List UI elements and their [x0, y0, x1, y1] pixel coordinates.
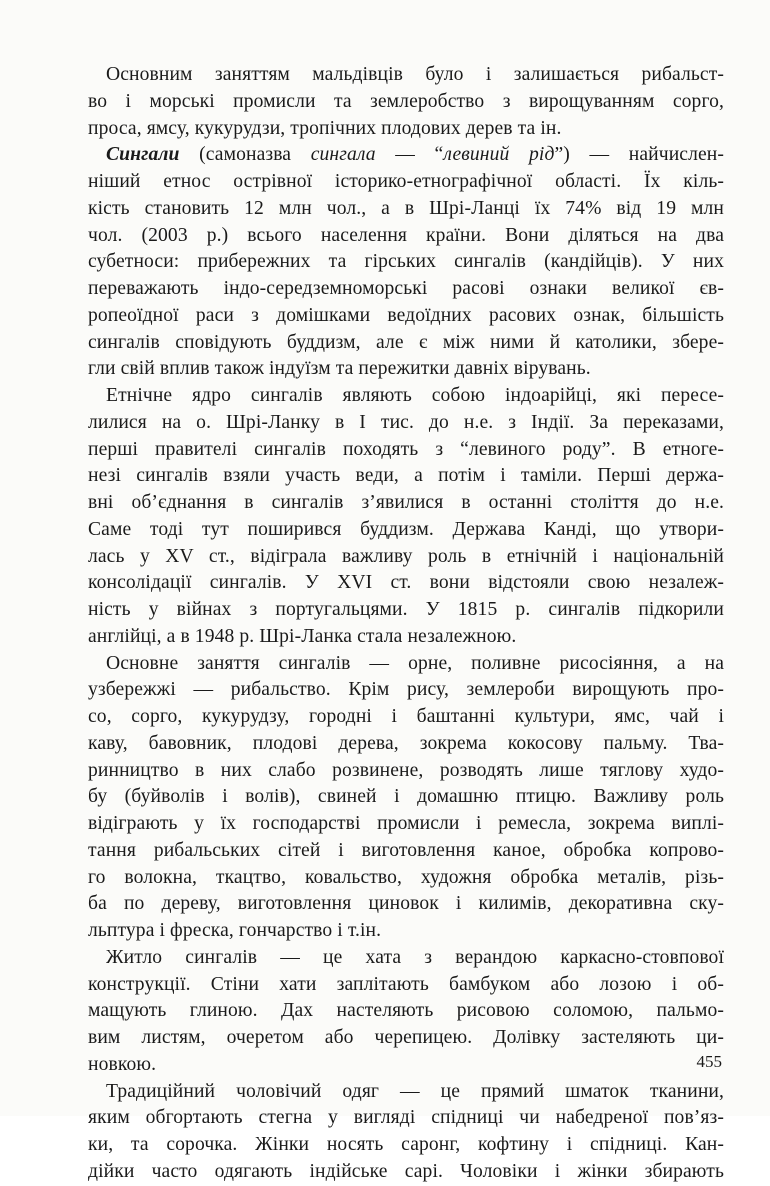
text-line: Житло сингалів — це хата з верандою каркасно-стовпової — [106, 946, 724, 968]
text-line: лась у XV ст., відіграла важливу роль в етнічній і національній — [88, 545, 724, 567]
text-line: новкою. — [88, 1053, 157, 1075]
text-fragment: ”) — найчислен- — [554, 144, 724, 166]
text-line: бу (буйволів і волів), свиней і домашню птицю. Важливу роль — [88, 786, 724, 808]
text-line: проса, ямсу, кукурудзи, тропічних плодових дерев та ін. — [88, 117, 562, 139]
text-line: незі сингалів взяли участь веди, а потім і таміли. Перші держа- — [88, 465, 724, 487]
text-line: ба по дереву, виготовлення циновок і килимів, декоративна ску- — [88, 893, 724, 915]
text-line: дійки часто одягають індійське сарі. Чоловіки і жінки збирають — [88, 1160, 724, 1182]
text-line: ність у війнах з португальцями. У 1815 р. сингалів підкорили — [88, 599, 724, 620]
text-line: відіграють у їх господарстві промисли і ремесла, зокрема виплі- — [88, 813, 724, 834]
text-line: Етнічне ядро сингалів являють собою індоарійці, які пересе- — [106, 385, 724, 406]
text-line — [88, 142, 724, 169]
text-line: конструкції. Стіни хати заплітають бамбуком або лозою і об- — [88, 973, 724, 995]
text-line: вні об’єднання в сингалів з’явилися в останні століття до н.е. — [88, 492, 724, 513]
text-line: Основним заняттям мальдівців було і залишається рибальст- — [106, 64, 724, 85]
body-text — [88, 62, 724, 1186]
text-line: лилися на о. Шрі-Ланку в І тис. до н.е. з Індії. За переказами, — [88, 411, 724, 433]
text-line: англійці, а в 1948 р. Шрі-Ланка стала незалежною. — [88, 625, 517, 647]
text-line: субетноси: прибережних та гірських сингалів (кандійців). У них — [88, 251, 724, 273]
text-line: Традиційний чоловічий одяг — це прямий шматок тканини, — [106, 1080, 724, 1102]
text-line: кість становить 12 млн чол., а в Шрі-Ланці їх 74% від 19 млн — [88, 197, 724, 219]
text-line: ринництво в них слабо розвинене, розводять лише тяглову худо- — [88, 759, 724, 781]
text-line: Основне заняття сингалів — орне, поливне рисосіяння, а на — [106, 652, 724, 674]
text-fragment: (самоназва — [179, 144, 311, 166]
text-line: узбережжі — рибальство. Крім рису, землероби вирощують про- — [88, 679, 724, 701]
text-line: вим листям, очеретом або черепицею. Долівку застеляють ци- — [88, 1027, 724, 1048]
text-line: го волокна, ткацтво, ковальство, художня обробка металів, різь- — [88, 866, 724, 888]
text-line: сингалів сповідують буддизм, але є між ними й католики, збере- — [88, 331, 724, 353]
text-line: переважають індо-середземноморські расові ознаки великої єв- — [88, 278, 724, 299]
text-line: во і морські промисли та землеробство з вирощуванням сорго, — [88, 90, 724, 112]
term-highlight: Сингали — [106, 144, 180, 166]
page-number: 455 — [696, 1052, 722, 1071]
text-line: тання рибальських сітей і виготовлення каное, обробка копрово- — [88, 839, 724, 861]
text-line: чол. (2003 р.) всього населення країни. Вони діляться на два — [88, 224, 724, 246]
text-line: Саме тоді тут поширився буддизм. Держава Канді, що утвори- — [88, 518, 724, 540]
text-line: гли свій вплив також індуїзм та пережитки давніх вірувань. — [88, 358, 591, 380]
text-line: консолідації сингалів. У XVI ст. вони відстояли свою незалеж- — [88, 572, 724, 594]
text-line: льптура і фреска, гончарство і т.ін. — [88, 920, 382, 941]
text-line: каву, бавовник, плодові дерева, зокрема кокосову пальму. Тва- — [88, 732, 724, 754]
text-line: перші правителі сингалів походять з “левиного роду”. В етноге- — [88, 438, 724, 460]
text-line: ніший етнос острівної історико-етнографічної області. Їх кіль- — [88, 171, 724, 192]
text-line: ропеоїдної раси з домішками ведоїдних расових ознак, більшість — [88, 304, 724, 326]
text-line: ки, та сорочка. Жінки носять саронг, кофтину і спідниці. Кан- — [88, 1134, 724, 1155]
text-line: мащують глиною. Дах настеляють рисовою соломою, пальмо- — [88, 1000, 724, 1022]
text-line: яким обгортають стегна у вигляді спідниці чи набедреної пов’яз- — [88, 1107, 724, 1129]
italic-text: левиний рід — [443, 144, 555, 166]
text-line: со, сорго, кукурудзу, городні і баштанні культури, ямс, чай і — [88, 706, 724, 727]
italic-text: сингала — [310, 144, 376, 166]
text-fragment: — “ — [375, 144, 444, 166]
